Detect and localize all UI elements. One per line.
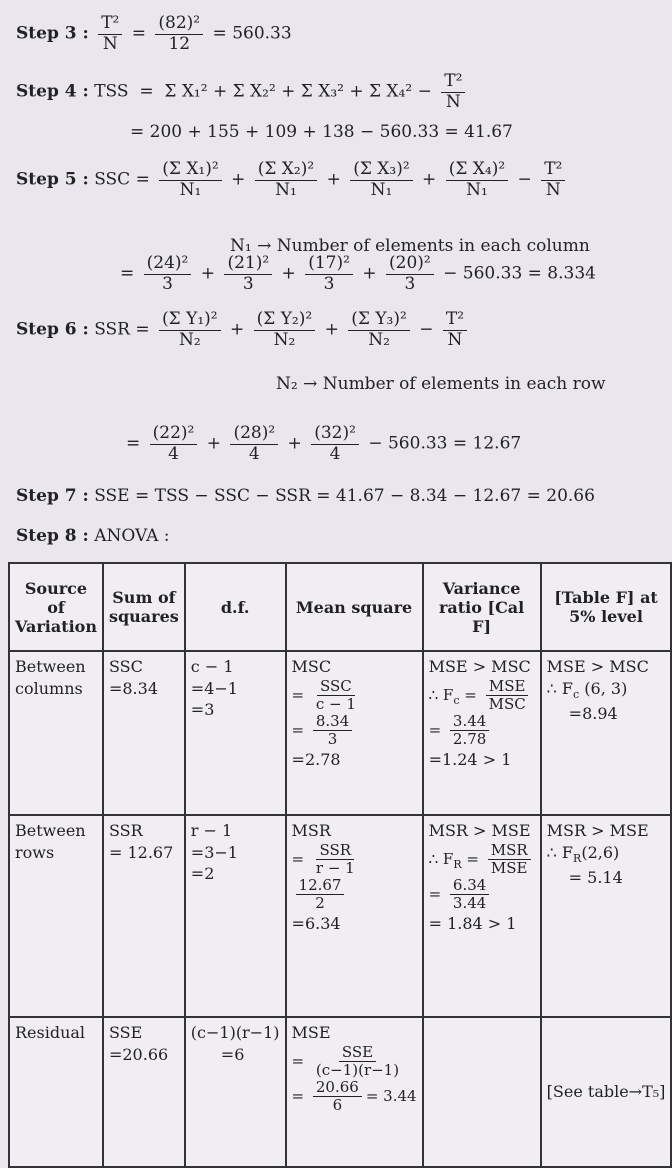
header-table-f: [Table F] at 5% level [541, 563, 672, 651]
cell-sum: SSC =8.34 [103, 651, 185, 815]
step-7: Step 7 : SSE = TSS − SSC − SSR = 41.67 − 8.34 − 12.67 = 20.66 [16, 486, 595, 506]
cell-table-f: [See table→T₅] [541, 1017, 672, 1167]
cell-df: c − 1 =4−1 =3 [185, 651, 286, 815]
cell-sum: SSR = 12.67 [103, 815, 185, 1017]
cell-sum: SSE =20.66 [103, 1017, 185, 1167]
cell-mean-square: MSE = $\frac{\text{SSE}}{(c-1)(r-1)}$ = $\frac{20.66}{6}$ = 3.44 [286, 1017, 423, 1167]
cell-variance-ratio: MSE > MSC ∴ $F_c$ = $\frac{\text{MSE}}{\text{MSC}}$ = $\frac{3.44}{2.78}$ =1.24 > 1 [423, 651, 541, 815]
step-8: Step 8 : ANOVA : [16, 526, 170, 546]
step-3: Step 3 : $\frac{\text{T²}}{N}$ = $\frac{\text{(82)²}}{12}$ = 560.33 [16, 13, 292, 54]
step-5: Step 5 : SSC = $\frac{\text{(Σ X₁)²}}{\text{N₁}}$ + $\frac{\text{(Σ X₂)²}}{\text{N₁}}$ + $\frac{\text{(Σ X₃)²}}{\text{N₁}}$ + $\frac{\text{(Σ X₄)²}}{\text{N₁}}$ − $\frac{\text{T²}}{N}$ [16, 160, 569, 200]
cell-variance-ratio: MSR > MSE ∴ $F_R$ = $\frac{\text{MSR}}{\text{MSE}}$ = $\frac{6.34}{3.44}$ = 1.84 > 1 [423, 815, 541, 1017]
header-df: d.f. [185, 563, 286, 651]
cell-mean-square: MSR = $\frac{\text{SSR}}{r - 1}$ $\frac{12.67}{2}$ =6.34 [286, 815, 423, 1017]
header-source: Source of Variation [9, 563, 103, 651]
anova-table [8, 562, 672, 1168]
cell-table-f: MSR > MSE ∴ $F_R(2,6)$ = 5.14 [541, 815, 672, 1017]
header-variance-ratio: Variance ratio [Cal F] [423, 563, 541, 651]
cell-df: r − 1 =3−1 =2 [185, 815, 286, 1017]
step-5-values: = $\frac{\text{(24)²}}{3}$ + $\frac{\text{(21)²}}{3}$ + $\frac{\text{(17)²}}{3}$ + $\frac{\text{(20)²}}{3}$ − 560.33 = 8.334 [120, 253, 596, 294]
cell-df: (c−1)(r−1) =6 [185, 1017, 286, 1167]
table-header-row [9, 563, 671, 651]
table-row [9, 815, 671, 1017]
cell-variance-ratio [423, 1017, 541, 1167]
step-6-note: N₂ → Number of elements in each row [276, 374, 606, 394]
table-row [9, 1017, 671, 1167]
fraction: $\frac{\text{(82)²}}{12}$ [155, 14, 203, 54]
step-6: Step 6 : SSR = $\frac{\text{(Σ Y₁)²}}{\text{N₂}}$ + $\frac{\text{(Σ Y₂)²}}{\text{N₂}}$ + $\frac{\text{(Σ Y₃)²}}{\text{N₂}}$ − $\frac{\text{T²}}{N}$ [16, 310, 471, 350]
header-sum: Sum of squares [103, 563, 185, 651]
header-mean-square: Mean square [286, 563, 423, 651]
step-5-note: N₁ → Number of elements in each column [230, 236, 590, 256]
step-4-result: = 200 + 155 + 109 + 138 − 560.33 = 41.67 [130, 122, 513, 142]
cell-table-f: MSE > MSC ∴ $F_c$ (6, 3) =8.94 [541, 651, 672, 815]
step-4: Step 4 : TSS = Σ X₁² + Σ X₂² + Σ X₃² + Σ X₄² − $\frac{\text{T²}}{N}$ [16, 72, 469, 112]
fraction: $\frac{\text{T²}}{N}$ [98, 14, 122, 54]
cell-source: Between rows [9, 815, 103, 1017]
cell-mean-square: MSC = $\frac{\text{SSC}}{c - 1}$ = $\frac{8.34}{3}$ =2.78 [286, 651, 423, 815]
cell-source: Residual [9, 1017, 103, 1167]
cell-source: Between columns [9, 651, 103, 815]
table-row [9, 651, 671, 815]
step-6-values: = $\frac{\text{(22)²}}{4}$ + $\frac{\text{(28)²}}{4}$ + $\frac{\text{(32)²}}{4}$ − 560.33 = 12.67 [126, 423, 522, 464]
